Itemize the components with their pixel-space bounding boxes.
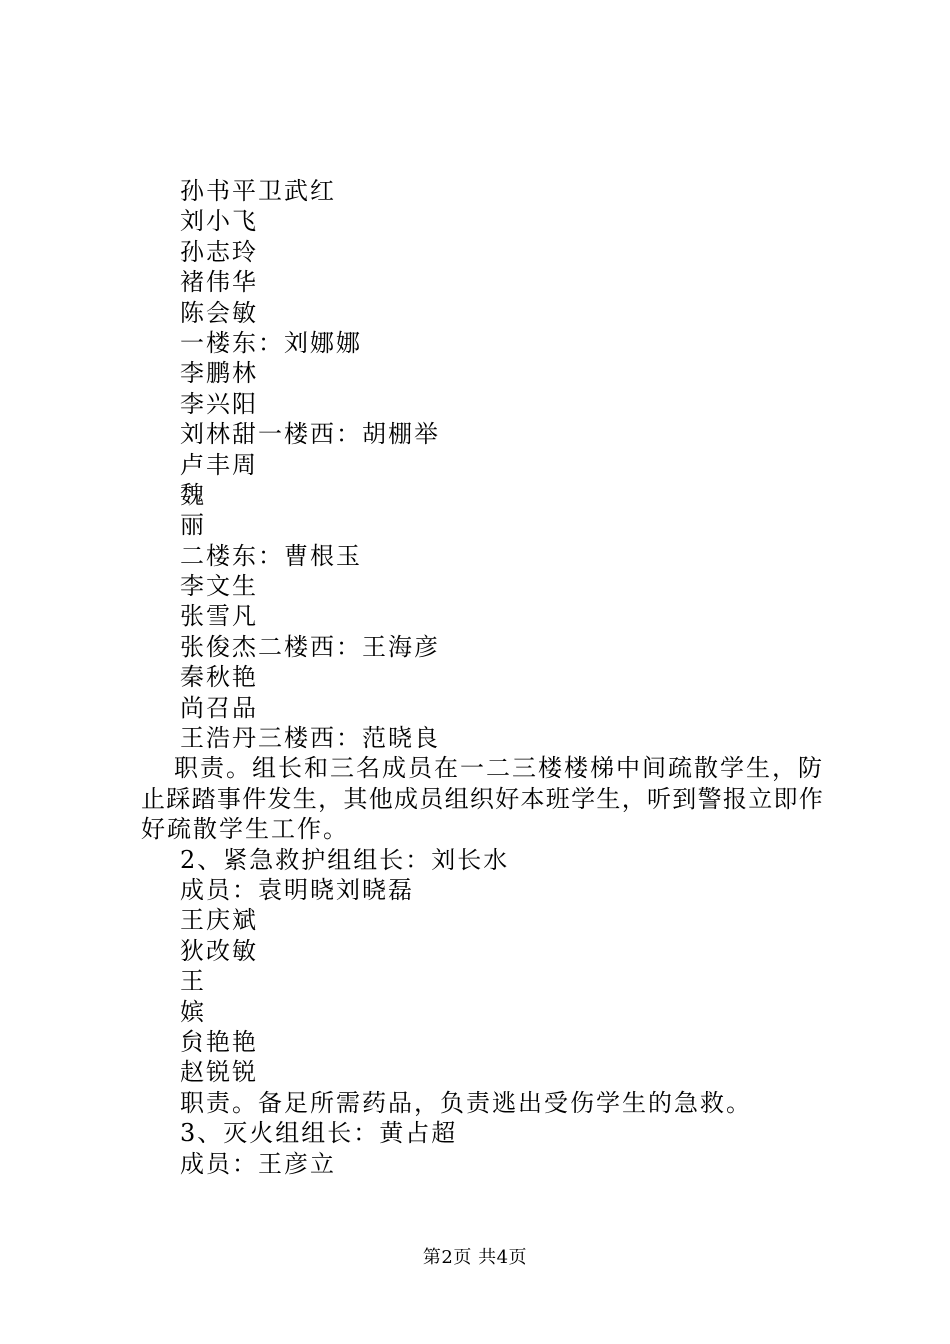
text-line: 嫔 (180, 997, 206, 1026)
text-line: 一楼东：刘娜娜 (180, 328, 362, 357)
duty-paragraph-line: 好疏散学生工作。 (141, 815, 349, 844)
text-line: 李文生 (180, 572, 258, 601)
page-footer: 第2页 共4页 (422, 1247, 528, 1268)
document-body (141, 176, 830, 1179)
duty-paragraph-line: 职责。组长和三名成员在一二三楼楼梯中间疏散学生，防 (174, 754, 824, 783)
text-line: 狄改敏 (180, 936, 258, 965)
text-line: 褚伟华 (180, 268, 258, 297)
section-heading: 2、紧急救护组组长：刘长水 (180, 845, 510, 874)
text-line: 刘林甜一楼西：胡棚举 (180, 420, 440, 449)
text-line: 张俊杰二楼西：王海彦 (180, 632, 440, 661)
text-line: 贠艳艳 (180, 1027, 258, 1056)
text-line: 张雪凡 (180, 602, 258, 631)
text-line: 成员：王彦立 (180, 1149, 336, 1178)
text-line: 李鹏林 (180, 359, 258, 388)
text-line: 卢丰周 (180, 450, 258, 479)
section-heading: 3、灭火组组长：黄占超 (180, 1119, 458, 1148)
text-line: 成员：袁明晓刘晓磊 (180, 875, 414, 904)
text-line: 尚召品 (180, 693, 258, 722)
text-line: 陈会敏 (180, 298, 258, 327)
text-line: 王浩丹三楼西：范晓良 (180, 724, 440, 753)
duty-line: 职责。备足所需药品，负责逃出受伤学生的急救。 (180, 1088, 752, 1117)
text-line: 赵锐锐 (180, 1058, 258, 1087)
text-line: 孙志玲 (180, 237, 258, 266)
text-line: 李兴阳 (180, 389, 258, 418)
text-line: 孙书平卫武红 (180, 177, 336, 205)
text-line: 二楼东：曹根玉 (180, 541, 362, 570)
text-line: 王 (180, 967, 206, 996)
text-line: 王庆斌 (180, 906, 258, 935)
duty-paragraph (141, 753, 825, 844)
text-line: 魏 (180, 480, 206, 509)
text-line: 刘小飞 (180, 207, 258, 236)
duty-paragraph-line: 止踩踏事件发生，其他成员组织好本班学生，听到警报立即作 (141, 784, 825, 813)
text-line: 丽 (180, 511, 206, 540)
text-line: 秦秋艳 (180, 663, 258, 692)
